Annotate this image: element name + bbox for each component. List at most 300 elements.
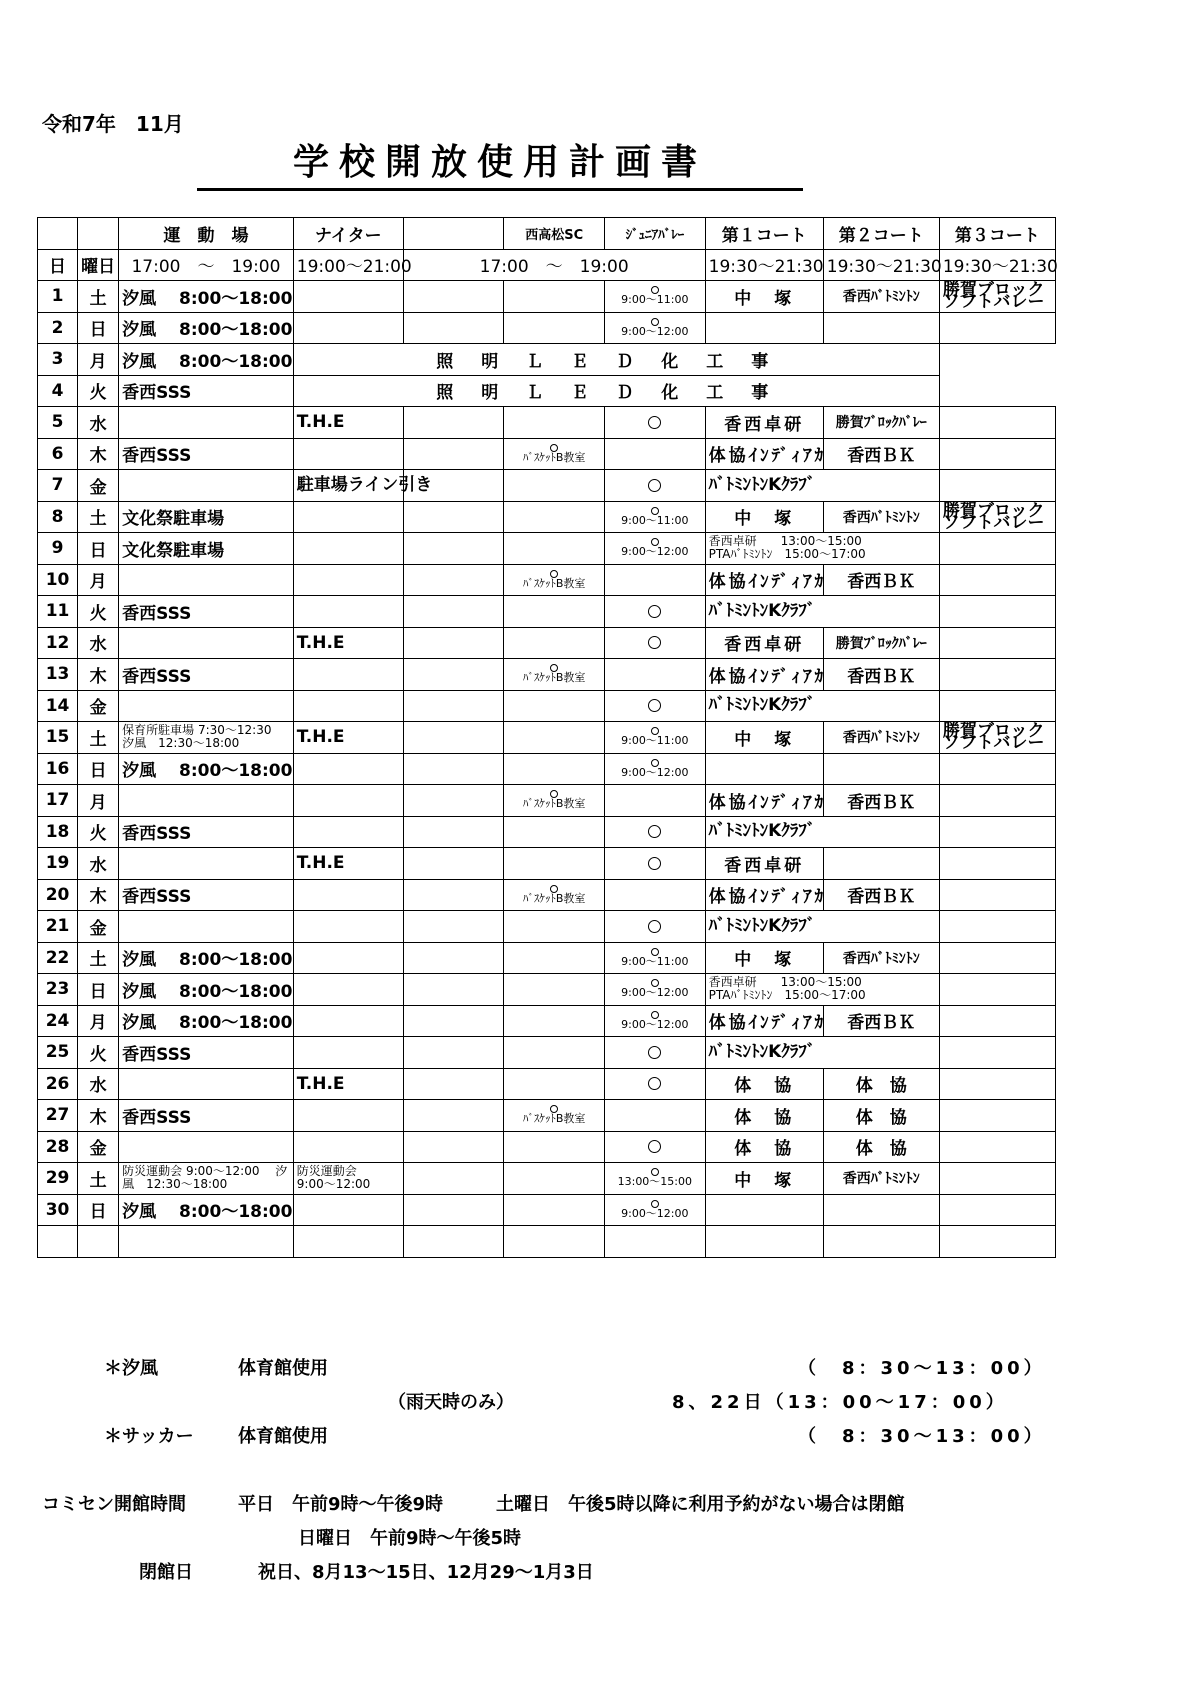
junior-volley-cell xyxy=(604,407,705,439)
table-row xyxy=(38,911,1056,943)
day-cell: 8 xyxy=(38,501,78,533)
ground-cell: 汐風 8:00～18:00 xyxy=(119,312,294,344)
empty-cell xyxy=(403,438,504,470)
court-1-cell: 中 塚 xyxy=(705,942,823,974)
nighter-cell xyxy=(293,753,403,785)
day-cell: 26 xyxy=(38,1068,78,1100)
day-cell: 30 xyxy=(38,1194,78,1226)
empty-cell xyxy=(403,501,504,533)
junior-volley-cell xyxy=(604,1068,705,1100)
junior-volley-time: 9:00～12:00 xyxy=(621,765,689,779)
court-2-cell: 香西ﾊﾞﾄﾐﾝﾄﾝ xyxy=(823,722,939,754)
table-row xyxy=(38,722,1056,754)
cell-line: PTAﾊﾞﾄﾐﾝﾄﾝ 15:00～17:00 xyxy=(708,547,866,562)
nighter-cell xyxy=(293,1037,403,1069)
note-shiokaze-text: 体育館使用 xyxy=(238,1358,328,1379)
sc-cell xyxy=(504,438,605,470)
weekday-cell: 日 xyxy=(78,312,119,344)
weekday-cell: 木 xyxy=(78,659,119,691)
day-cell: 5 xyxy=(38,407,78,439)
empty-cell xyxy=(403,1226,504,1258)
ground-cell: 香西SSS xyxy=(119,375,294,407)
cell-line: 9:00～12:00 xyxy=(296,1177,371,1192)
day-cell: 11 xyxy=(38,596,78,628)
court-1-cell xyxy=(705,312,823,344)
junior-volley-cell xyxy=(604,1131,705,1163)
header-row-times xyxy=(38,249,1056,281)
nighter-cell xyxy=(293,690,403,722)
court-2-cell: 体 協 xyxy=(823,1068,939,1100)
junior-volley-cell xyxy=(604,1163,705,1195)
day-cell: 22 xyxy=(38,942,78,974)
sc-cell xyxy=(504,596,605,628)
table-row xyxy=(38,1226,1056,1258)
table-row xyxy=(38,564,1056,596)
day-cell: 27 xyxy=(38,1100,78,1132)
circle-icon xyxy=(648,857,661,870)
note-rain-time: 8、22日（13：00～17：00） xyxy=(672,1392,1008,1413)
junior-volley-cell xyxy=(604,470,705,502)
day-cell: 25 xyxy=(38,1037,78,1069)
day-cell: 13 xyxy=(38,659,78,691)
table-row xyxy=(38,1131,1056,1163)
nighter-cell: T.H.E xyxy=(293,848,403,880)
junior-volley-cell xyxy=(604,848,705,880)
sc-cell xyxy=(504,879,605,911)
schedule-table xyxy=(37,217,1056,1258)
court-2-cell: 香西ﾊﾞﾄﾐﾝﾄﾝ xyxy=(823,281,939,313)
day-cell: 6 xyxy=(38,438,78,470)
table-row xyxy=(38,785,1056,817)
weekday-cell: 金 xyxy=(78,1131,119,1163)
ground-cell: 汐風 8:00～18:00 xyxy=(119,753,294,785)
day-cell: 23 xyxy=(38,974,78,1006)
weekday-cell: 木 xyxy=(78,1100,119,1132)
sc-cell xyxy=(504,281,605,313)
court-1-cell: 中 塚 xyxy=(705,281,823,313)
sc-cell xyxy=(504,1005,605,1037)
empty-cell xyxy=(403,1100,504,1132)
court-3-cell xyxy=(939,753,1055,785)
sc-cell xyxy=(504,1226,605,1258)
circle-icon xyxy=(648,920,661,933)
table-row xyxy=(38,627,1056,659)
junior-volley-time: 9:00～11:00 xyxy=(621,293,689,307)
sc-label: ﾊﾞｽｹｯﾄB教室 xyxy=(522,450,586,464)
weekday-cell: 木 xyxy=(78,879,119,911)
weekday-cell: 日 xyxy=(78,753,119,785)
court-3-cell xyxy=(939,1226,1055,1258)
header-day: 日 xyxy=(38,249,78,281)
court-3-cell xyxy=(939,564,1055,596)
junior-volley-cell xyxy=(604,722,705,754)
weekday-cell: 月 xyxy=(78,564,119,596)
court-3-cell xyxy=(939,470,1055,502)
weekday-cell: 火 xyxy=(78,816,119,848)
junior-volley-cell xyxy=(604,879,705,911)
sc-cell xyxy=(504,1194,605,1226)
empty-cell xyxy=(403,942,504,974)
court-2-cell: 香西ＢＫ xyxy=(823,438,939,470)
sc-cell xyxy=(504,564,605,596)
sc-cell xyxy=(504,722,605,754)
junior-volley-cell xyxy=(604,1226,705,1258)
court-2-cell xyxy=(823,848,939,880)
nighter-cell xyxy=(293,312,403,344)
sc-label: ﾊﾞｽｹｯﾄB教室 xyxy=(522,891,586,905)
table-row xyxy=(38,816,1056,848)
court-1-cell xyxy=(705,1194,823,1226)
sc-cell xyxy=(504,911,605,943)
table-row xyxy=(38,470,1056,502)
sc-cell xyxy=(504,1163,605,1195)
junior-volley-cell xyxy=(604,753,705,785)
header-row-labels xyxy=(38,218,1056,250)
table-row xyxy=(38,1100,1056,1132)
ground-cell xyxy=(119,785,294,817)
sc-cell xyxy=(504,1068,605,1100)
sc-cell xyxy=(504,312,605,344)
empty-cell xyxy=(403,911,504,943)
court-2-cell xyxy=(823,1226,939,1258)
table-row xyxy=(38,375,1056,407)
court-1-cell: 中 塚 xyxy=(705,501,823,533)
court-3-cell: 勝賀ブロックソフトバレー xyxy=(939,501,1055,533)
header-ground-time: 17:00 ～ 19:00 xyxy=(119,249,294,281)
circle-icon xyxy=(648,825,661,838)
nighter-cell xyxy=(293,1005,403,1037)
empty-cell xyxy=(403,816,504,848)
table-row xyxy=(38,848,1056,880)
circle-icon xyxy=(648,1077,661,1090)
nighter-cell xyxy=(293,596,403,628)
sc-cell xyxy=(504,816,605,848)
weekday-cell: 土 xyxy=(78,281,119,313)
nighter-cell xyxy=(293,564,403,596)
circle-icon xyxy=(648,699,661,712)
cell-line: 風 12:30～18:00 xyxy=(122,1177,228,1192)
ground-cell: 汐風 8:00～18:00 xyxy=(119,974,294,1006)
junior-volley-time: 9:00～12:00 xyxy=(621,1017,689,1031)
court-1-cell: 中 塚 xyxy=(705,1163,823,1195)
hours-weekday: 平日 午前9時～午後9時 xyxy=(238,1494,444,1515)
junior-volley-cell xyxy=(604,627,705,659)
nighter-cell xyxy=(293,816,403,848)
nighter-cell: T.H.E xyxy=(293,1068,403,1100)
weekday-cell: 木 xyxy=(78,438,119,470)
weekday-cell: 水 xyxy=(78,848,119,880)
empty-cell xyxy=(403,1037,504,1069)
table-row xyxy=(38,344,1056,376)
table-row xyxy=(38,312,1056,344)
weekday-cell: 土 xyxy=(78,942,119,974)
weekday-cell: 土 xyxy=(78,501,119,533)
junior-volley-time: 13:00～15:00 xyxy=(617,1175,693,1189)
day-cell: 28 xyxy=(38,1131,78,1163)
cell-line: 香西卓研 13:00～15:00 xyxy=(708,534,862,549)
day-cell: 20 xyxy=(38,879,78,911)
empty-cell xyxy=(403,533,504,565)
junior-volley-cell xyxy=(604,1037,705,1069)
junior-volley-time: 9:00～11:00 xyxy=(621,954,689,968)
header-junior-volley: ｼﾞｭﾆｱﾊﾞﾚｰ xyxy=(604,218,705,250)
empty-cell xyxy=(403,848,504,880)
ground-cell: 香西SSS xyxy=(119,438,294,470)
nighter-cell xyxy=(293,501,403,533)
day-cell: 15 xyxy=(38,722,78,754)
ground-cell xyxy=(119,1068,294,1100)
weekday-cell: 月 xyxy=(78,785,119,817)
court-1-2-cell: ﾊﾞﾄﾐﾝﾄﾝKｸﾗﾌﾞ xyxy=(705,911,939,943)
junior-volley-cell xyxy=(604,911,705,943)
nighter-cell: T.H.E xyxy=(293,627,403,659)
weekday-cell xyxy=(78,1226,119,1258)
ground-cell xyxy=(119,564,294,596)
empty-cell xyxy=(403,879,504,911)
weekday-cell: 月 xyxy=(78,1005,119,1037)
cell-line: PTAﾊﾞﾄﾐﾝﾄﾝ 15:00～17:00 xyxy=(708,988,866,1003)
court-2-cell: 香西ＢＫ xyxy=(823,879,939,911)
nighter-cell: T.H.E xyxy=(293,722,403,754)
empty-cell xyxy=(403,974,504,1006)
court-3-cell xyxy=(939,438,1055,470)
court-1-cell: 体協ｲﾝﾃﾞｨｱｶ xyxy=(705,1005,823,1037)
empty-cell xyxy=(403,627,504,659)
nighter-cell xyxy=(293,1163,403,1195)
sc-cell xyxy=(504,533,605,565)
table-row xyxy=(38,533,1056,565)
table-row xyxy=(38,407,1056,439)
nighter-cell xyxy=(293,659,403,691)
day-cell: 17 xyxy=(38,785,78,817)
court-1-cell: 香西卓研 xyxy=(705,627,823,659)
header-evening-time: 17:00 ～ 19:00 xyxy=(403,249,705,281)
note-shiokaze-label: ＊汐風 xyxy=(104,1358,158,1379)
weekday-cell: 水 xyxy=(78,407,119,439)
court-2-cell: 香西ﾊﾞﾄﾐﾝﾄﾝ xyxy=(823,501,939,533)
court-1-cell: 香西卓研 xyxy=(705,407,823,439)
day-cell: 18 xyxy=(38,816,78,848)
note-shiokaze-time: （ 8：30～13：00） xyxy=(798,1358,1046,1379)
table-row xyxy=(38,1068,1056,1100)
sc-cell xyxy=(504,753,605,785)
construction-notice: 照明ＬＥＤ化工事 xyxy=(293,344,939,376)
court-1-cell: 香西卓研 xyxy=(705,848,823,880)
sc-cell xyxy=(504,785,605,817)
construction-notice: 照明ＬＥＤ化工事 xyxy=(293,375,939,407)
ground-cell: 汐風 8:00～18:00 xyxy=(119,942,294,974)
ground-cell: 香西SSS xyxy=(119,596,294,628)
court-3-cell xyxy=(939,690,1055,722)
court-2-cell: 体 協 xyxy=(823,1100,939,1132)
nighter-cell xyxy=(293,1100,403,1132)
junior-volley-cell xyxy=(604,501,705,533)
junior-volley-cell xyxy=(604,659,705,691)
empty-cell xyxy=(403,1131,504,1163)
document-period: 令和7年 11月 xyxy=(42,112,184,136)
sc-cell xyxy=(504,627,605,659)
table-row xyxy=(38,596,1056,628)
empty-cell xyxy=(403,596,504,628)
header-weekday: 曜日 xyxy=(78,249,119,281)
empty-cell xyxy=(403,785,504,817)
ground-cell: 香西SSS xyxy=(119,1100,294,1132)
empty-cell xyxy=(403,407,504,439)
sc-label: ﾊﾞｽｹｯﾄB教室 xyxy=(522,1112,586,1126)
court-3-cell xyxy=(939,1100,1055,1132)
court-3-cell xyxy=(939,911,1055,943)
empty-cell xyxy=(403,312,504,344)
junior-volley-time: 9:00～11:00 xyxy=(621,513,689,527)
court-3-cell xyxy=(939,1131,1055,1163)
court-2-cell: 香西ＢＫ xyxy=(823,659,939,691)
note-rain-text: （雨天時のみ） xyxy=(388,1392,514,1413)
header-court-2: 第２コート xyxy=(823,218,939,250)
table-row xyxy=(38,1005,1056,1037)
court-1-cell: 体協ｲﾝﾃﾞｨｱｶ xyxy=(705,785,823,817)
court-2-cell: 香西ＢＫ xyxy=(823,785,939,817)
court-3-cell xyxy=(939,848,1055,880)
junior-volley-cell xyxy=(604,564,705,596)
junior-volley-time: 9:00～12:00 xyxy=(621,986,689,1000)
court-3-cell xyxy=(939,974,1055,1006)
court-1-2-cell: ﾊﾞﾄﾐﾝﾄﾝKｸﾗﾌﾞ xyxy=(705,816,939,848)
day-cell: 21 xyxy=(38,911,78,943)
header-court-3-time: 19:30～21:30 xyxy=(939,249,1055,281)
court-2-cell: 香西ﾊﾞﾄﾐﾝﾄﾝ xyxy=(823,1163,939,1195)
empty-cell xyxy=(403,564,504,596)
ground-cell xyxy=(119,627,294,659)
ground-cell xyxy=(119,1131,294,1163)
table-row xyxy=(38,690,1056,722)
table-row xyxy=(38,1194,1056,1226)
ground-cell: 汐風 8:00～18:00 xyxy=(119,1005,294,1037)
ground-cell xyxy=(119,690,294,722)
nighter-cell xyxy=(293,785,403,817)
day-cell: 9 xyxy=(38,533,78,565)
day-cell: 12 xyxy=(38,627,78,659)
hours-label: コミセン開館時間 xyxy=(42,1494,186,1515)
circle-icon xyxy=(648,1140,661,1153)
junior-volley-cell xyxy=(604,785,705,817)
weekday-cell: 土 xyxy=(78,1163,119,1195)
junior-volley-cell xyxy=(604,596,705,628)
court-1-cell: 体協ｲﾝﾃﾞｨｱｶ xyxy=(705,564,823,596)
sc-cell xyxy=(504,501,605,533)
sc-cell xyxy=(504,1037,605,1069)
nighter-cell xyxy=(293,1194,403,1226)
ground-cell: 香西SSS xyxy=(119,659,294,691)
day-cell: 14 xyxy=(38,690,78,722)
day-cell: 16 xyxy=(38,753,78,785)
court-1-cell: 中 塚 xyxy=(705,722,823,754)
header-sc: 西高松SC xyxy=(504,218,605,250)
junior-volley-cell xyxy=(604,1100,705,1132)
nighter-cell xyxy=(293,942,403,974)
circle-icon xyxy=(648,636,661,649)
junior-volley-time: 9:00～11:00 xyxy=(621,734,689,748)
court-2-cell: 体 協 xyxy=(823,1131,939,1163)
junior-volley-time: 9:00～12:00 xyxy=(621,1206,689,1220)
court-3-cell xyxy=(939,1005,1055,1037)
cell-line: 香西卓研 13:00～15:00 xyxy=(708,975,862,990)
header-court-2-time: 19:30～21:30 xyxy=(823,249,939,281)
nighter-cell xyxy=(293,281,403,313)
note-soccer-label: ＊サッカー xyxy=(104,1426,194,1447)
note-soccer-time: （ 8：30～13：00） xyxy=(798,1426,1046,1447)
ground-cell: 汐風 8:00～18:00 xyxy=(119,281,294,313)
header-court-1-time: 19:30～21:30 xyxy=(705,249,823,281)
weekday-cell: 水 xyxy=(78,627,119,659)
day-cell: 3 xyxy=(38,344,78,376)
junior-volley-cell xyxy=(604,1194,705,1226)
day-cell: 19 xyxy=(38,848,78,880)
weekday-cell: 金 xyxy=(78,690,119,722)
nighter-cell: T.H.E xyxy=(293,407,403,439)
court-2-cell xyxy=(823,312,939,344)
weekday-cell: 金 xyxy=(78,470,119,502)
closed-text: 祝日、8月13～15日、12月29～1月3日 xyxy=(258,1562,594,1583)
sc-label: ﾊﾞｽｹｯﾄB教室 xyxy=(522,576,586,590)
weekday-cell: 日 xyxy=(78,533,119,565)
table-row xyxy=(38,501,1056,533)
circle-icon xyxy=(648,605,661,618)
court-3-cell xyxy=(939,785,1055,817)
nighter-cell xyxy=(293,533,403,565)
day-cell: 1 xyxy=(38,281,78,313)
court-1-2-cell: ﾊﾞﾄﾐﾝﾄﾝKｸﾗﾌﾞ xyxy=(705,1037,939,1069)
court-3-cell xyxy=(939,627,1055,659)
junior-volley-cell xyxy=(604,533,705,565)
court-1-cell: 体協ｲﾝﾃﾞｨｱｶ xyxy=(705,659,823,691)
sc-cell xyxy=(504,407,605,439)
closed-label: 閉館日 xyxy=(139,1562,193,1583)
sc-cell xyxy=(504,1131,605,1163)
weekday-cell: 火 xyxy=(78,596,119,628)
table-row xyxy=(38,438,1056,470)
court-3-cell xyxy=(939,596,1055,628)
court-2-cell xyxy=(823,1194,939,1226)
empty-cell xyxy=(403,753,504,785)
header-cell xyxy=(403,218,504,250)
junior-volley-time: 9:00～12:00 xyxy=(621,324,689,338)
court-3-cell xyxy=(939,1163,1055,1195)
note-soccer-text: 体育館使用 xyxy=(238,1426,328,1447)
empty-cell xyxy=(403,1068,504,1100)
header-cell xyxy=(78,218,119,250)
header-nighter: ナイター xyxy=(293,218,403,250)
court-3-cell xyxy=(939,1037,1055,1069)
header-ground: 運 動 場 xyxy=(119,218,294,250)
nighter-cell xyxy=(293,879,403,911)
cell-line: 保育所駐車場 7:30～12:30 xyxy=(122,723,272,738)
nighter-cell xyxy=(293,1131,403,1163)
court-3-cell xyxy=(939,533,1055,565)
day-cell: 2 xyxy=(38,312,78,344)
ground-cell: 香西SSS xyxy=(119,816,294,848)
court-3-cell: 勝賀ブロックソフトバレー xyxy=(939,281,1055,313)
table-row xyxy=(38,942,1056,974)
header-court-3: 第３コート xyxy=(939,218,1055,250)
court-1-cell: 体 協 xyxy=(705,1131,823,1163)
court-2-cell: 香西ＢＫ xyxy=(823,1005,939,1037)
junior-volley-cell xyxy=(604,974,705,1006)
court-3-cell xyxy=(939,1068,1055,1100)
day-cell xyxy=(38,1226,78,1258)
nighter-cell xyxy=(293,911,403,943)
header-cell xyxy=(38,218,78,250)
ground-cell xyxy=(119,848,294,880)
